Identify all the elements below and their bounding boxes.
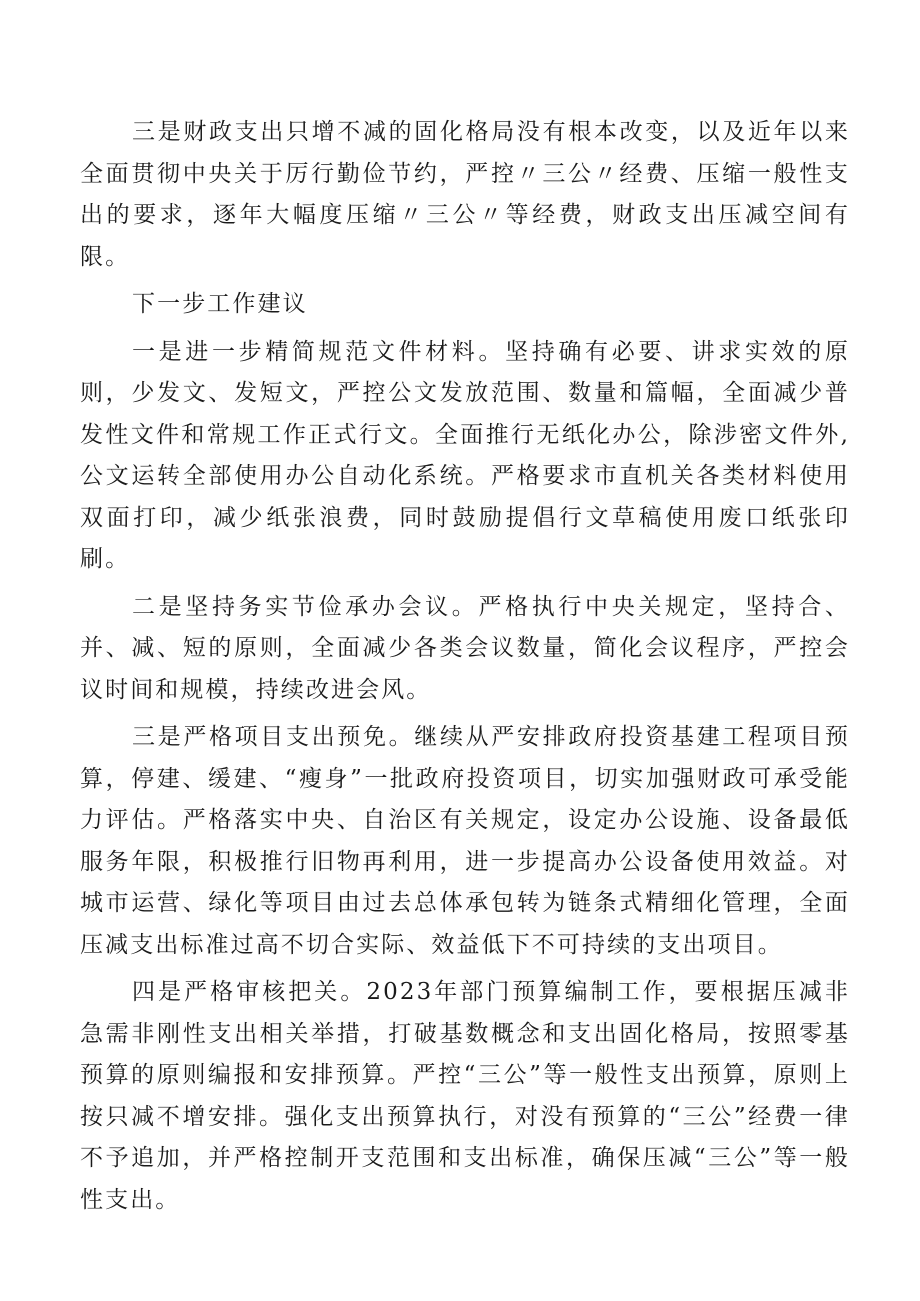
paragraph-fiscal-rigidity: 三是财政支出只增不减的固化格局没有根本改变，以及近年以来全面贯彻中央关于厉行勤俭节约，严控〃三公〃经费、压缩一般性支出的要求，逐年大幅度压缩〃三公〃等经费，财政支出压减空间有限。 [80, 119, 850, 270]
paragraph-budget-review: 四是严格审核把关。2023年部门预算编制工作，要根据压减非急需非刚性支出相关举措，打破基数概念和支出固化格局，按照零基预算的原则编报和安排预算。严控“三公”等一般性支出预算，原则上按只减不增安排。强化支出预算执行，对没有预算的“三公”经费一律不予追加，并严格控制开支范围和支出标准，确保压减“三公”等一般性支出。 [80, 979, 850, 1213]
paragraph-meetings: 二是坚持务实节俭承办会议。严格执行中央关规定，坚持合、并、减、短的原则，全面减少各类会议数量，简化会议程序，严控会议时间和规模，持续改进会风。 [80, 593, 850, 703]
paragraph-document-streamlining: 一是进一步精简规范文件材料。坚持确有必要、讲求实效的原则，少发文、发短文，严控公文发放范围、数量和篇幅，全面减少普发性文件和常规工作正式行文。全面推行无纸化办公，除涉密文件外,公文运转全部使用办公自动化系统。严格要求市直机关各类材料使用双面打印，减少纸张浪费，同时鼓励提倡行文草稿使用废口纸张印刷。 [80, 338, 850, 572]
section-heading-next-steps: 下一步工作建议 [132, 291, 308, 317]
document-body [80, 112, 850, 1227]
paragraph-project-spending: 三是严格项目支出预免。继续从严安排政府投资基建工程项目预算，停建、缓建、“瘦身”一批政府投资项目，切实加强财政可承受能力评估。严格落实中央、自治区有关规定，设定办公设施、设备最低服务年限，积极推行旧物再利用，进一步提高办公设备使用效益。对城市运营、绿化等项目由过去总体承包转为链条式精细化管理，全面压减支出标准过高不切合实际、效益低下不可持续的支出项目。 [80, 724, 850, 958]
